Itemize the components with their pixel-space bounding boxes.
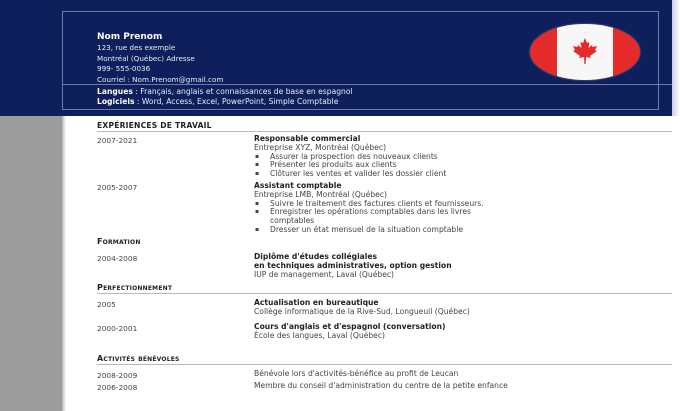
address-line-2: Montréal (Québec) Adresse — [97, 53, 195, 63]
phone-number: 999- 555-0036 — [97, 64, 151, 74]
experience-dates: 2005-2007 — [97, 183, 138, 192]
software-label: Logiciels — [97, 96, 135, 106]
job-duties — [254, 153, 446, 179]
section-rule — [97, 364, 672, 365]
section-title-education: Formation — [97, 237, 141, 246]
training-title: Cours d'anglais et d'espagnol (conversation) — [254, 322, 446, 331]
job-duties — [254, 200, 484, 235]
canada-flag-icon — [530, 24, 640, 80]
training-entry — [254, 323, 445, 341]
email-line — [97, 75, 223, 86]
training-school: École des langues, Laval (Québec) — [254, 330, 385, 340]
training-dates: 2000-2001 — [97, 324, 138, 333]
duty-item: ▪ Enregistrer les opérations comptables dans les livres — [254, 208, 484, 217]
languages-value: : Français, anglais et connaissances de base en espagnol — [132, 87, 353, 96]
section-title-training: Perfectionnement — [97, 283, 173, 292]
job-title: Assistant comptable — [254, 181, 342, 190]
experience-entry — [254, 135, 446, 179]
duty-item: ▪ Clôturer les ventes et valider les dossier client — [254, 170, 446, 179]
languages-label: Langues — [97, 87, 133, 96]
section-rule — [97, 293, 672, 294]
training-school: Collège informatique de la Rive-Sud, Longueuil (Québec) — [254, 306, 470, 316]
training-entry — [254, 299, 470, 317]
diploma-line-1: Diplôme d'études collégiales — [254, 252, 378, 261]
job-employer: Entreprise LMB, Montréal (Québec) — [254, 189, 387, 199]
school-name: IUP de management, Laval (Québec) — [254, 269, 395, 279]
volunteer-entry: Membre du conseil d'administration du centre de la petite enfance — [254, 381, 508, 390]
volunteer-entry: Bénévole lors d'activités-bénéfice au profit de Leucan — [254, 369, 459, 378]
section-title-volunteer: Activités bénévoles — [97, 354, 180, 363]
volunteer-dates: 2008-2009 — [97, 371, 138, 380]
contact-block — [97, 31, 223, 85]
address-line-1: 123, rue des exemple — [97, 43, 176, 52]
diploma-line-2: en techniques administratives, option gestion — [254, 260, 452, 270]
volunteer-dates: 2006-2008 — [97, 383, 138, 392]
experience-entry — [254, 182, 484, 235]
header-shadow — [672, 0, 680, 116]
left-sidebar-band — [0, 116, 62, 411]
duty-item: ▪ Présenter les produits aux clients — [254, 161, 446, 170]
software-line — [97, 97, 353, 107]
candidate-name: Nom Prenom — [97, 32, 163, 42]
duty-item: ▪ Suivre le traitement des factures clients et fournisseurs. — [254, 200, 484, 209]
duty-item: ▪ Assurer la prospection des nouveaux clients — [254, 153, 446, 162]
training-dates: 2005 — [97, 300, 116, 309]
email-address: Nom.Prenom@gmail.com — [132, 74, 224, 84]
section-title-experience: EXPÉRIENCES DE TRAVAIL — [97, 121, 212, 130]
job-employer: Entreprise XYZ, Montréal (Québec) — [254, 142, 387, 152]
section-rule — [97, 131, 672, 132]
maple-leaf-icon — [570, 36, 600, 66]
experience-dates: 2007-2021 — [97, 136, 138, 145]
skills-block — [97, 87, 353, 106]
email-label: Courriel : — [97, 74, 133, 84]
education-entry — [254, 253, 452, 279]
education-dates: 2004-2008 — [97, 254, 138, 263]
duty-item-continuation: comptables — [270, 216, 315, 226]
training-title: Actualisation en bureautique — [254, 298, 379, 307]
job-title: Responsable commercial — [254, 134, 361, 143]
duty-item: ▪ Dresser un état mensuel de la situation comptable — [254, 226, 484, 235]
software-value: : Word, Access, Excel, PowerPoint, Simple Comptable — [134, 96, 339, 106]
languages-line — [97, 87, 353, 97]
